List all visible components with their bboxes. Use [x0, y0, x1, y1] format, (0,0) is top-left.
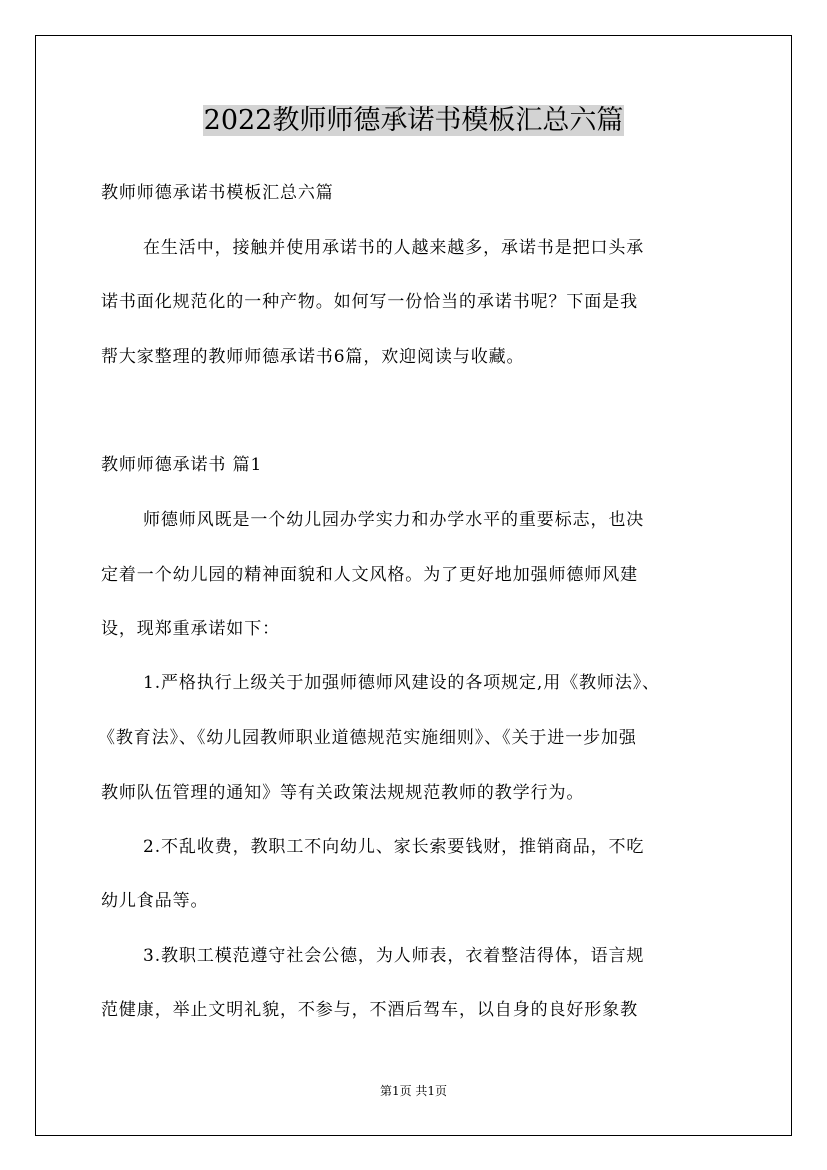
body-line: 教师队伍管理的通知》等有关政策法规规范教师的教学行为。 — [101, 783, 585, 803]
body-line: 设，现郑重承诺如下： — [101, 619, 280, 639]
intro-line: 在生活中，接触并使用承诺书的人越来越多，承诺书是把口头承 — [143, 238, 645, 258]
document-title: 2022教师师德承诺书模板汇总六篇 — [203, 105, 624, 136]
body-line: 幼儿食品等。 — [101, 891, 209, 911]
intro-line: 帮大家整理的教师师德承诺书6篇，欢迎阅读与收藏。 — [101, 347, 525, 367]
page-footer: 第1页 共1页 — [379, 1084, 448, 1098]
body-line: 范健康，举止文明礼貌，不参与，不酒后驾车，以自身的良好形象教 — [101, 1000, 638, 1020]
body-line: 2.不乱收费，教职工不向幼儿、家长索要钱财，推销商品，不吃 — [143, 837, 645, 857]
document-subtitle: 教师师德承诺书模板汇总六篇 — [101, 183, 334, 203]
section-heading: 教师师德承诺书 篇1 — [101, 455, 263, 475]
body-line: 定着一个幼儿园的精神面貌和人文风格。为了更好地加强师德师风建 — [101, 565, 638, 585]
body-line: 师德师风既是一个幼儿园办学实力和办学水平的重要标志，也决 — [143, 510, 645, 530]
intro-line: 诺书面化规范化的一种产物。如何写一份恰当的承诺书呢？下面是我 — [101, 292, 638, 312]
body-line: 《教育法》、《幼儿园教师职业道德规范实施细则》、《关于进一步加强 — [98, 728, 637, 748]
body-line: 1.严格执行上级关于加强师德师风建设的各项规定,用《教师法》、 — [143, 673, 661, 693]
body-line: 3.教职工模范遵守社会公德，为人师表，衣着整洁得体，语言规 — [143, 946, 645, 966]
